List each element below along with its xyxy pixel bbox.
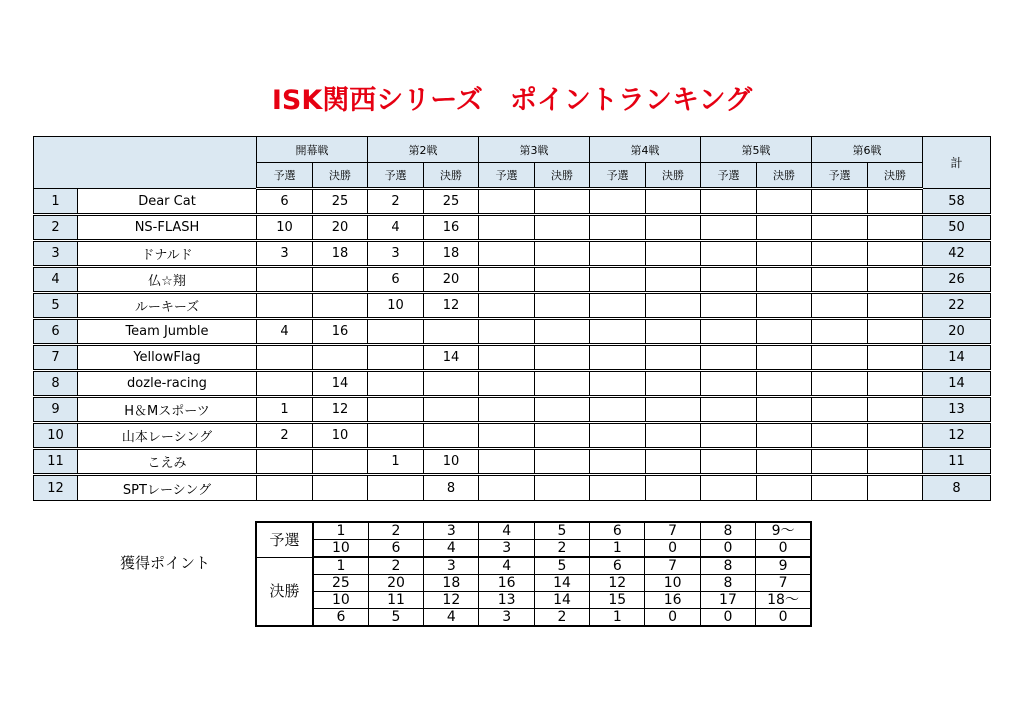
- final-subheader: 決勝: [868, 163, 923, 189]
- total-cell: 14: [923, 345, 991, 371]
- score-cell: [646, 449, 701, 475]
- points-cell: 8: [700, 575, 755, 592]
- score-cell: [646, 267, 701, 293]
- score-cell: [646, 293, 701, 319]
- score-cell: [646, 345, 701, 371]
- team-name-cell: SPTレーシング: [78, 475, 257, 501]
- score-cell: [313, 449, 368, 475]
- score-cell: [701, 423, 757, 449]
- score-cell: [257, 371, 313, 397]
- score-cell: [535, 449, 590, 475]
- score-cell: [479, 423, 535, 449]
- score-cell: [757, 189, 812, 215]
- score-cell: [757, 241, 812, 267]
- score-cell: [590, 371, 646, 397]
- team-name-cell: H＆Mスポーツ: [78, 397, 257, 423]
- race-header: 第5戦: [701, 137, 812, 163]
- score-cell: [868, 397, 923, 423]
- points-cell: 8: [700, 557, 755, 575]
- score-cell: [701, 215, 757, 241]
- score-cell: [646, 215, 701, 241]
- score-cell: [868, 319, 923, 345]
- score-cell: [535, 423, 590, 449]
- points-row: [256, 522, 811, 540]
- score-cell: 16: [424, 215, 479, 241]
- points-cell: 0: [700, 540, 755, 558]
- score-cell: [646, 319, 701, 345]
- score-cell: 16: [313, 319, 368, 345]
- final-subheader: 決勝: [313, 163, 368, 189]
- score-cell: [701, 397, 757, 423]
- score-cell: [424, 423, 479, 449]
- score-cell: [812, 241, 868, 267]
- total-cell: 12: [923, 423, 991, 449]
- qual-subheader: 予選: [812, 163, 868, 189]
- points-cell: 15: [590, 592, 645, 609]
- score-cell: [757, 215, 812, 241]
- rank-cell: 10: [34, 423, 78, 449]
- points-cell: 10: [645, 575, 700, 592]
- score-cell: [812, 189, 868, 215]
- score-cell: [812, 215, 868, 241]
- score-cell: [701, 241, 757, 267]
- team-name-cell: こえみ: [78, 449, 257, 475]
- qual-category-cell: 予選: [256, 522, 313, 557]
- score-cell: [812, 397, 868, 423]
- score-cell: [590, 397, 646, 423]
- score-cell: 20: [313, 215, 368, 241]
- total-cell: 22: [923, 293, 991, 319]
- points-cell: 10: [313, 592, 368, 609]
- score-cell: [590, 319, 646, 345]
- final-subheader: 決勝: [535, 163, 590, 189]
- points-cell: 14: [534, 575, 589, 592]
- points-cell: 4: [424, 609, 479, 627]
- total-cell: 20: [923, 319, 991, 345]
- score-cell: [535, 345, 590, 371]
- points-cell: 6: [313, 609, 368, 627]
- points-label: 獲得ポイント: [120, 554, 211, 572]
- score-cell: [757, 423, 812, 449]
- points-cell: 1: [590, 540, 645, 558]
- total-cell: 11: [923, 449, 991, 475]
- points-cell: 12: [424, 592, 479, 609]
- score-cell: 4: [257, 319, 313, 345]
- rank-cell: 3: [34, 241, 78, 267]
- score-cell: [535, 371, 590, 397]
- points-cell: 6: [590, 557, 645, 575]
- table-row: [34, 189, 991, 215]
- points-cell: 0: [700, 609, 755, 627]
- score-cell: 3: [368, 241, 424, 267]
- points-cell: 20: [368, 575, 423, 592]
- score-cell: [479, 215, 535, 241]
- points-cell: 17: [700, 592, 755, 609]
- points-row: [256, 575, 811, 592]
- final-subheader: 決勝: [424, 163, 479, 189]
- points-cell: 10: [313, 540, 368, 558]
- score-cell: [424, 371, 479, 397]
- score-cell: [646, 189, 701, 215]
- score-cell: [479, 397, 535, 423]
- score-cell: 10: [313, 423, 368, 449]
- points-cell: 4: [479, 522, 534, 540]
- score-cell: [257, 449, 313, 475]
- points-cell: 1: [313, 522, 368, 540]
- score-cell: [757, 475, 812, 501]
- table-row: [34, 397, 991, 423]
- points-table: [255, 521, 812, 627]
- points-cell: 5: [534, 557, 589, 575]
- score-cell: [424, 397, 479, 423]
- rank-cell: 9: [34, 397, 78, 423]
- score-cell: 12: [313, 397, 368, 423]
- score-cell: [424, 319, 479, 345]
- points-cell: 6: [590, 522, 645, 540]
- points-cell: 3: [424, 557, 479, 575]
- rank-cell: 2: [34, 215, 78, 241]
- score-cell: [368, 397, 424, 423]
- score-cell: [646, 371, 701, 397]
- score-cell: 25: [313, 189, 368, 215]
- total-cell: 42: [923, 241, 991, 267]
- score-cell: [368, 475, 424, 501]
- points-cell: 0: [756, 609, 811, 627]
- score-cell: [535, 189, 590, 215]
- points-row: [256, 557, 811, 575]
- score-cell: [812, 267, 868, 293]
- points-cell: 0: [645, 609, 700, 627]
- score-cell: [368, 371, 424, 397]
- points-cell: 7: [645, 557, 700, 575]
- score-cell: [868, 267, 923, 293]
- header-blank: [34, 137, 257, 189]
- score-cell: [646, 397, 701, 423]
- rank-cell: 11: [34, 449, 78, 475]
- score-cell: [868, 293, 923, 319]
- score-cell: [535, 293, 590, 319]
- points-cell: 3: [479, 540, 534, 558]
- score-cell: [590, 423, 646, 449]
- score-cell: 25: [424, 189, 479, 215]
- race-header: 第4戦: [590, 137, 701, 163]
- points-cell: 9〜: [756, 522, 811, 540]
- rank-cell: 8: [34, 371, 78, 397]
- points-cell: 25: [313, 575, 368, 592]
- score-cell: [257, 345, 313, 371]
- final-subheader: 決勝: [646, 163, 701, 189]
- score-cell: 12: [424, 293, 479, 319]
- score-cell: [479, 371, 535, 397]
- points-cell: 7: [756, 575, 811, 592]
- score-cell: [590, 345, 646, 371]
- points-cell: 11: [368, 592, 423, 609]
- score-cell: [868, 371, 923, 397]
- points-cell: 16: [479, 575, 534, 592]
- qual-subheader: 予選: [590, 163, 646, 189]
- score-cell: [757, 267, 812, 293]
- score-cell: 10: [257, 215, 313, 241]
- score-cell: [535, 475, 590, 501]
- points-cell: 8: [700, 522, 755, 540]
- score-cell: 6: [257, 189, 313, 215]
- score-cell: [479, 345, 535, 371]
- points-cell: 14: [534, 592, 589, 609]
- score-cell: [812, 293, 868, 319]
- score-cell: [257, 293, 313, 319]
- score-cell: [757, 345, 812, 371]
- points-cell: 0: [756, 540, 811, 558]
- table-row: [34, 241, 991, 267]
- points-cell: 4: [424, 540, 479, 558]
- score-cell: 2: [257, 423, 313, 449]
- score-cell: 14: [313, 371, 368, 397]
- table-row: [34, 371, 991, 397]
- score-cell: [535, 215, 590, 241]
- total-cell: 14: [923, 371, 991, 397]
- score-cell: 18: [313, 241, 368, 267]
- score-cell: [701, 293, 757, 319]
- score-cell: [757, 371, 812, 397]
- score-cell: [868, 189, 923, 215]
- points-cell: 1: [590, 609, 645, 627]
- race-header: 第2戦: [368, 137, 479, 163]
- score-cell: [368, 423, 424, 449]
- team-name-cell: Team Jumble: [78, 319, 257, 345]
- score-cell: 14: [424, 345, 479, 371]
- team-name-cell: Dear Cat: [78, 189, 257, 215]
- score-cell: [479, 319, 535, 345]
- page-title: ISK関西シリーズ ポイントランキング: [271, 85, 753, 116]
- score-cell: [701, 319, 757, 345]
- rank-cell: 12: [34, 475, 78, 501]
- score-cell: 20: [424, 267, 479, 293]
- score-cell: [590, 293, 646, 319]
- score-cell: [757, 397, 812, 423]
- score-cell: [479, 267, 535, 293]
- score-cell: [257, 267, 313, 293]
- points-cell: 5: [368, 609, 423, 627]
- score-cell: [646, 241, 701, 267]
- total-cell: 50: [923, 215, 991, 241]
- score-cell: 1: [368, 449, 424, 475]
- score-cell: [701, 345, 757, 371]
- final-category-cell: 決勝: [256, 557, 313, 626]
- table-row: [34, 215, 991, 241]
- rank-cell: 6: [34, 319, 78, 345]
- score-cell: [812, 449, 868, 475]
- score-cell: [868, 345, 923, 371]
- total-cell: 58: [923, 189, 991, 215]
- score-cell: [479, 241, 535, 267]
- points-cell: 2: [368, 557, 423, 575]
- score-cell: [646, 475, 701, 501]
- score-cell: [313, 293, 368, 319]
- qual-subheader: 予選: [701, 163, 757, 189]
- table-row: [34, 475, 991, 501]
- score-cell: [812, 371, 868, 397]
- points-cell: 18〜: [756, 592, 811, 609]
- rank-cell: 5: [34, 293, 78, 319]
- score-cell: [479, 189, 535, 215]
- score-cell: [590, 267, 646, 293]
- points-cell: 0: [645, 540, 700, 558]
- score-cell: [646, 423, 701, 449]
- points-row: [256, 540, 811, 558]
- score-cell: [757, 293, 812, 319]
- score-cell: [590, 189, 646, 215]
- score-cell: [313, 345, 368, 371]
- score-cell: 3: [257, 241, 313, 267]
- team-name-cell: 仏☆翔: [78, 267, 257, 293]
- points-cell: 13: [479, 592, 534, 609]
- score-cell: [757, 449, 812, 475]
- rank-cell: 7: [34, 345, 78, 371]
- points-cell: 2: [534, 609, 589, 627]
- points-cell: 16: [645, 592, 700, 609]
- score-cell: 1: [257, 397, 313, 423]
- score-cell: [868, 449, 923, 475]
- points-cell: 3: [479, 609, 534, 627]
- points-cell: 4: [479, 557, 534, 575]
- team-name-cell: ルーキーズ: [78, 293, 257, 319]
- team-name-cell: ドナルド: [78, 241, 257, 267]
- score-cell: [535, 319, 590, 345]
- score-cell: 2: [368, 189, 424, 215]
- race-header: 第3戦: [479, 137, 590, 163]
- points-cell: 18: [424, 575, 479, 592]
- score-cell: [812, 345, 868, 371]
- table-row: [34, 267, 991, 293]
- points-cell: 2: [368, 522, 423, 540]
- points-cell: 1: [313, 557, 368, 575]
- total-header: 計: [923, 137, 991, 189]
- qual-subheader: 予選: [257, 163, 313, 189]
- table-row: [34, 345, 991, 371]
- team-name-cell: 山本レーシング: [78, 423, 257, 449]
- score-cell: [701, 371, 757, 397]
- score-cell: [479, 475, 535, 501]
- score-cell: [812, 423, 868, 449]
- points-cell: 12: [590, 575, 645, 592]
- score-cell: 4: [368, 215, 424, 241]
- total-cell: 13: [923, 397, 991, 423]
- score-cell: [590, 241, 646, 267]
- qual-subheader: 予選: [368, 163, 424, 189]
- score-cell: [701, 267, 757, 293]
- score-cell: [868, 423, 923, 449]
- score-cell: [868, 215, 923, 241]
- total-cell: 8: [923, 475, 991, 501]
- score-cell: [535, 397, 590, 423]
- score-cell: [812, 475, 868, 501]
- score-cell: [313, 267, 368, 293]
- score-cell: [313, 475, 368, 501]
- score-cell: [257, 475, 313, 501]
- score-cell: [590, 475, 646, 501]
- score-cell: [368, 319, 424, 345]
- race-header: 開幕戦: [257, 137, 368, 163]
- score-cell: [812, 319, 868, 345]
- final-subheader: 決勝: [757, 163, 812, 189]
- score-cell: 8: [424, 475, 479, 501]
- rank-cell: 1: [34, 189, 78, 215]
- points-cell: 3: [424, 522, 479, 540]
- score-cell: [868, 241, 923, 267]
- points-cell: 7: [645, 522, 700, 540]
- total-cell: 26: [923, 267, 991, 293]
- ranking-table: [33, 136, 991, 501]
- points-cell: 9: [756, 557, 811, 575]
- team-name-cell: dozle-racing: [78, 371, 257, 397]
- score-cell: [868, 475, 923, 501]
- points-row: [256, 592, 811, 609]
- score-cell: [701, 449, 757, 475]
- score-cell: [590, 449, 646, 475]
- score-cell: [701, 189, 757, 215]
- score-cell: [535, 241, 590, 267]
- table-row: [34, 423, 991, 449]
- qual-subheader: 予選: [479, 163, 535, 189]
- race-header: 第6戦: [812, 137, 923, 163]
- team-name-cell: NS-FLASH: [78, 215, 257, 241]
- score-cell: [590, 215, 646, 241]
- score-cell: [701, 475, 757, 501]
- score-cell: 10: [368, 293, 424, 319]
- points-row: [256, 609, 811, 627]
- score-cell: [757, 319, 812, 345]
- score-cell: 18: [424, 241, 479, 267]
- score-cell: 10: [424, 449, 479, 475]
- table-row: [34, 319, 991, 345]
- points-cell: 5: [534, 522, 589, 540]
- score-cell: [479, 449, 535, 475]
- rank-cell: 4: [34, 267, 78, 293]
- table-row: [34, 449, 991, 475]
- points-cell: 6: [368, 540, 423, 558]
- team-name-cell: YellowFlag: [78, 345, 257, 371]
- table-row: [34, 293, 991, 319]
- score-cell: 6: [368, 267, 424, 293]
- score-cell: [368, 345, 424, 371]
- score-cell: [479, 293, 535, 319]
- points-cell: 2: [534, 540, 589, 558]
- score-cell: [535, 267, 590, 293]
